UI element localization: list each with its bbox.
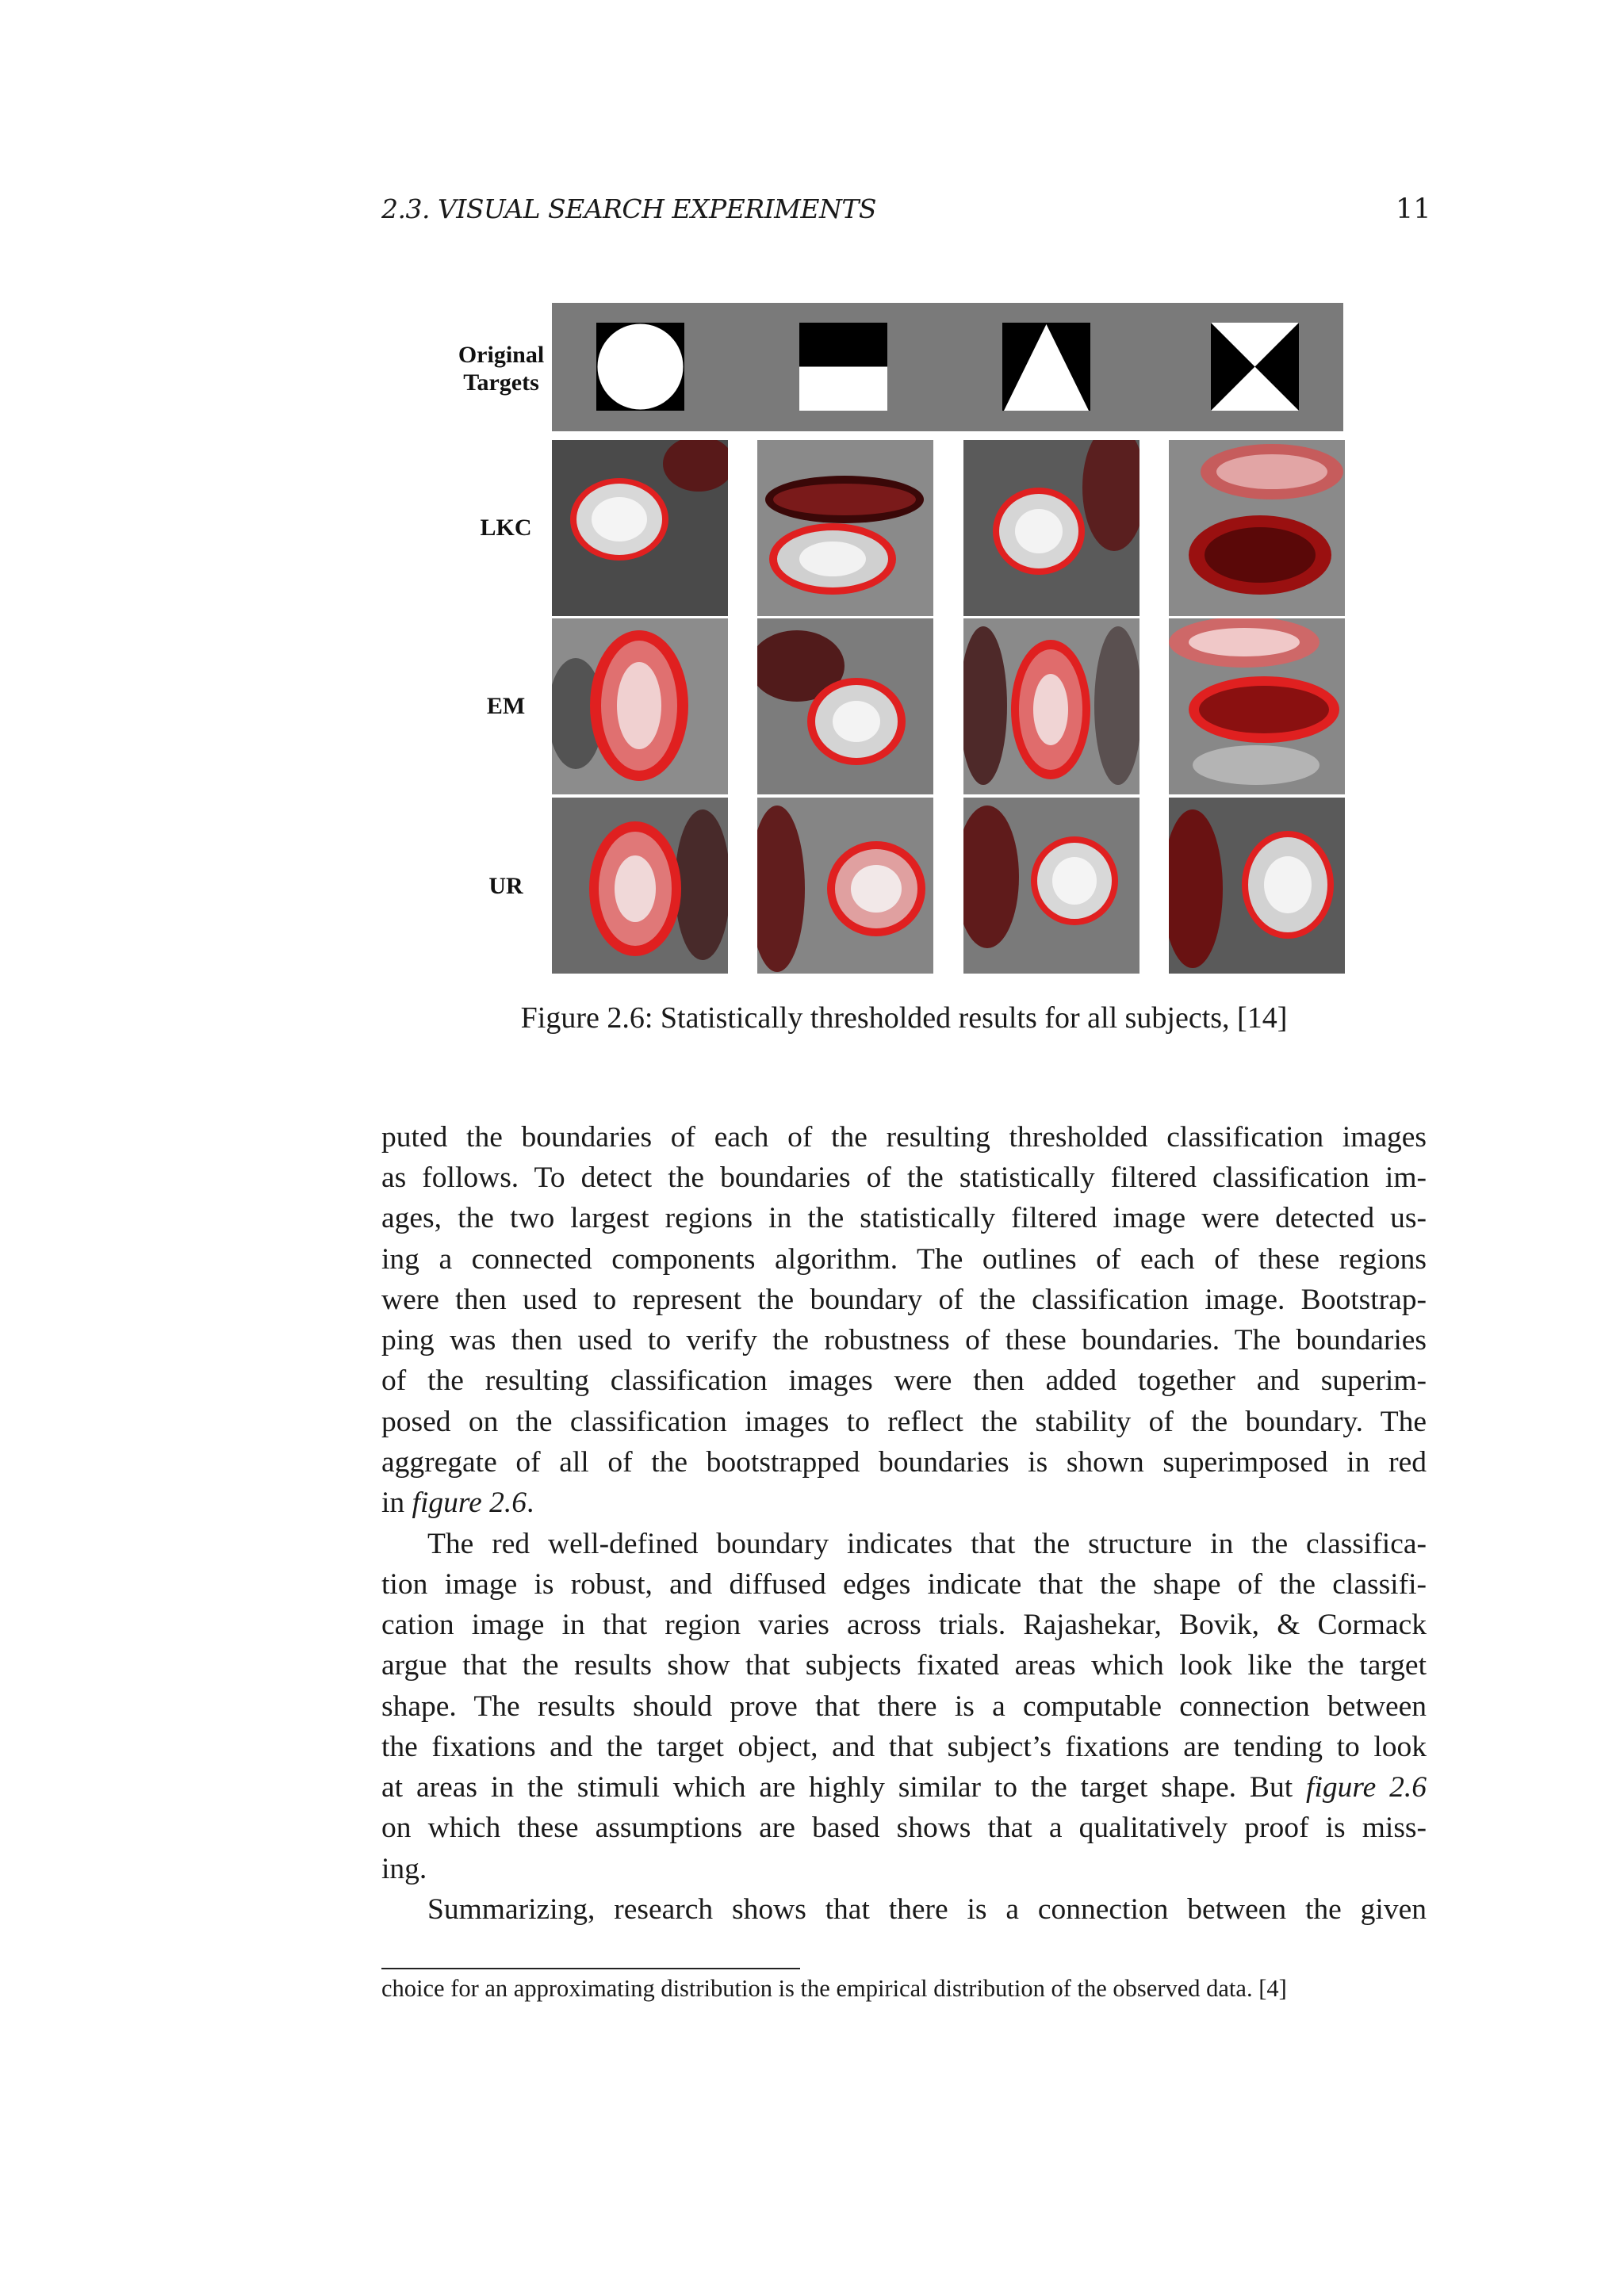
cell-lkc-split xyxy=(757,440,933,616)
text-line: The red well-defined boundary indicates that the structure in the classifica- xyxy=(427,1528,1427,1560)
text-line: on which these assumptions are based shows that a qualitatively proof is miss- xyxy=(381,1812,1427,1844)
text-line: ing. xyxy=(381,1853,427,1885)
text-fragment: at areas in the stimuli which are highly similar to the target shape. But xyxy=(381,1771,1307,1804)
text-line: posed on the classification images to reflect the stability of the boundary. The xyxy=(381,1406,1427,1438)
figure-reference-link[interactable]: figure 2.6 xyxy=(1306,1771,1427,1804)
row-label-ur: UR xyxy=(488,873,523,899)
cell-ur-bowtie xyxy=(1169,798,1345,974)
row-label-original-targets xyxy=(442,341,561,396)
text-line xyxy=(381,1767,1427,1808)
cell-em-bowtie xyxy=(1169,618,1345,794)
target-circle-image xyxy=(596,323,684,411)
text-fragment: in xyxy=(381,1487,412,1519)
row-label-original-line1: Original xyxy=(458,342,545,368)
text-line: argue that the results show that subjects fixated areas which look like the target xyxy=(381,1649,1427,1682)
figure-reference-link[interactable]: figure 2.6 xyxy=(412,1487,527,1519)
cell-em-triangle xyxy=(963,618,1139,794)
footnote-text: choice for an approximating distribution is the empirical distribution of the observed data. [4] xyxy=(381,1975,1287,2002)
text-line: Summarizing, research shows that there is a connection between the given xyxy=(427,1893,1427,1926)
text-line: tion image is robust, and diffused edges indicate that the shape of the classifi- xyxy=(381,1568,1427,1601)
footnote-divider xyxy=(381,1968,800,1969)
text-fragment: . xyxy=(526,1487,534,1519)
running-header-section: 2.3. VISUAL SEARCH EXPERIMENTS xyxy=(381,193,876,224)
text-line: shape. The results should prove that there is a computable connection between xyxy=(381,1690,1427,1723)
cell-ur-triangle xyxy=(963,798,1139,974)
row-label-lkc: LKC xyxy=(480,515,532,541)
text-line: as follows. To detect the boundaries of the statistically filtered classification im- xyxy=(381,1161,1427,1194)
row-label-original-line2: Targets xyxy=(463,369,539,396)
text-line: puted the boundaries of each of the resulting thresholded classification images xyxy=(381,1121,1427,1154)
cell-em-split xyxy=(757,618,933,794)
text-line: ing a connected components algorithm. The outlines of each of these regions xyxy=(381,1243,1427,1276)
figure-caption: Figure 2.6: Statistically thresholded results for all subjects, [14] xyxy=(520,1001,1288,1035)
text-line: ping was then used to verify the robustness of these boundaries. The boundaries xyxy=(381,1324,1427,1357)
page-number: 11 xyxy=(1396,193,1431,225)
row-label-em: EM xyxy=(486,693,526,719)
text-line: of the resulting classification images were then added together and superim- xyxy=(381,1364,1427,1397)
target-triangle-image xyxy=(1002,323,1090,411)
text-line: the fixations and the target object, and that subject’s fixations are tending to look xyxy=(381,1731,1427,1763)
cell-lkc-circle xyxy=(552,440,728,616)
cell-lkc-bowtie xyxy=(1169,440,1345,616)
cell-em-circle xyxy=(552,618,728,794)
cell-ur-circle xyxy=(552,798,728,974)
cell-ur-split xyxy=(757,798,933,974)
cell-lkc-triangle xyxy=(963,440,1139,616)
text-line: were then used to represent the boundary of the classification image. Bootstrap- xyxy=(381,1284,1427,1316)
text-line: aggregate of all of the bootstrapped boundaries is shown superimposed in red xyxy=(381,1446,1427,1479)
text-line: ages, the two largest regions in the statistically filtered image were detected us- xyxy=(381,1202,1427,1234)
text-line: cation image in that region varies across trials. Rajashekar, Bovik, & Cormack xyxy=(381,1609,1427,1641)
text-line xyxy=(381,1483,1427,1524)
target-split-image xyxy=(799,323,887,411)
target-bowtie-image xyxy=(1211,323,1299,411)
